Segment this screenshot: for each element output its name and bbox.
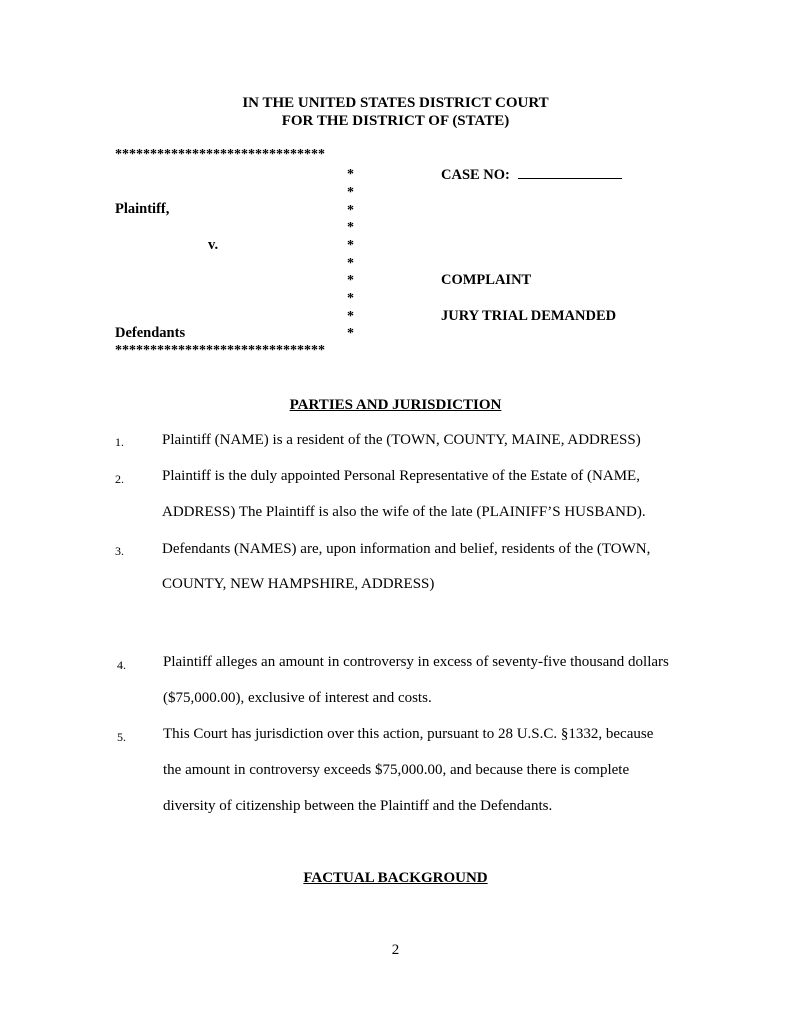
paragraph-line: diversity of citizenship between the Plaintiff and the Defendants. [163,798,553,814]
paragraph-line: ($75,000.00), exclusive of interest and costs. [163,690,432,706]
caption-star: * [347,220,354,235]
paragraph-line: ADDRESS) The Plaintiff is also the wife of the late (PLAINIFF’S HUSBAND). [162,504,646,520]
defendants-label: Defendants [115,325,186,341]
paragraph-number: 3. [115,544,124,558]
caption-star: * [347,167,354,182]
paragraph-line: the amount in controversy exceeds $75,000.00, and because there is complete [163,762,630,778]
caption-star: * [347,203,354,218]
paragraph-number: 2. [115,472,124,486]
paragraph-number: 1. [115,435,124,449]
caption-star: * [347,256,354,271]
paragraph-line: This Court has jurisdiction over this action, pursuant to 28 U.S.C. §1332, because [163,726,654,742]
caption-star: * [347,309,354,324]
case-number-field [441,165,622,184]
paragraph-line: Plaintiff is the duly appointed Personal Representative of the Estate of (NAME, [162,468,640,484]
complaint-title: COMPLAINT [441,272,532,288]
case-number-blank [518,165,622,179]
section-heading-factual: FACTUAL BACKGROUND [303,870,488,886]
caption-star: * [347,291,354,306]
jury-demand: JURY TRIAL DEMANDED [441,308,617,324]
court-district: FOR THE DISTRICT OF (STATE) [281,113,510,129]
plaintiff-label: Plaintiff, [115,201,170,217]
paragraph-line: COUNTY, NEW HAMPSHIRE, ADDRESS) [162,576,435,592]
caption-star: * [347,326,354,341]
caption-star: * [347,273,354,288]
paragraph-number: 4. [117,658,126,672]
caption-star: * [347,238,354,253]
caption-bottom-border: ****************************** [115,343,325,358]
page-number: 2 [391,942,400,958]
paragraph-number: 5. [117,730,126,744]
case-number-label: CASE NO: [441,167,510,183]
paragraph-line: Plaintiff alleges an amount in controversy in excess of seventy-five thousand dollars [163,654,669,670]
paragraph-line: Plaintiff (NAME) is a resident of the (TOWN, COUNTY, MAINE, ADDRESS) [162,432,641,448]
paragraph-line: Defendants (NAMES) are, upon information and belief, residents of the (TOWN, [162,541,651,557]
caption-top-border: ****************************** [115,147,325,162]
section-heading-parties: PARTIES AND JURISDICTION [289,397,502,413]
versus-label: v. [208,237,219,253]
court-name: IN THE UNITED STATES DISTRICT COURT [242,95,549,111]
caption-star: * [347,185,354,200]
